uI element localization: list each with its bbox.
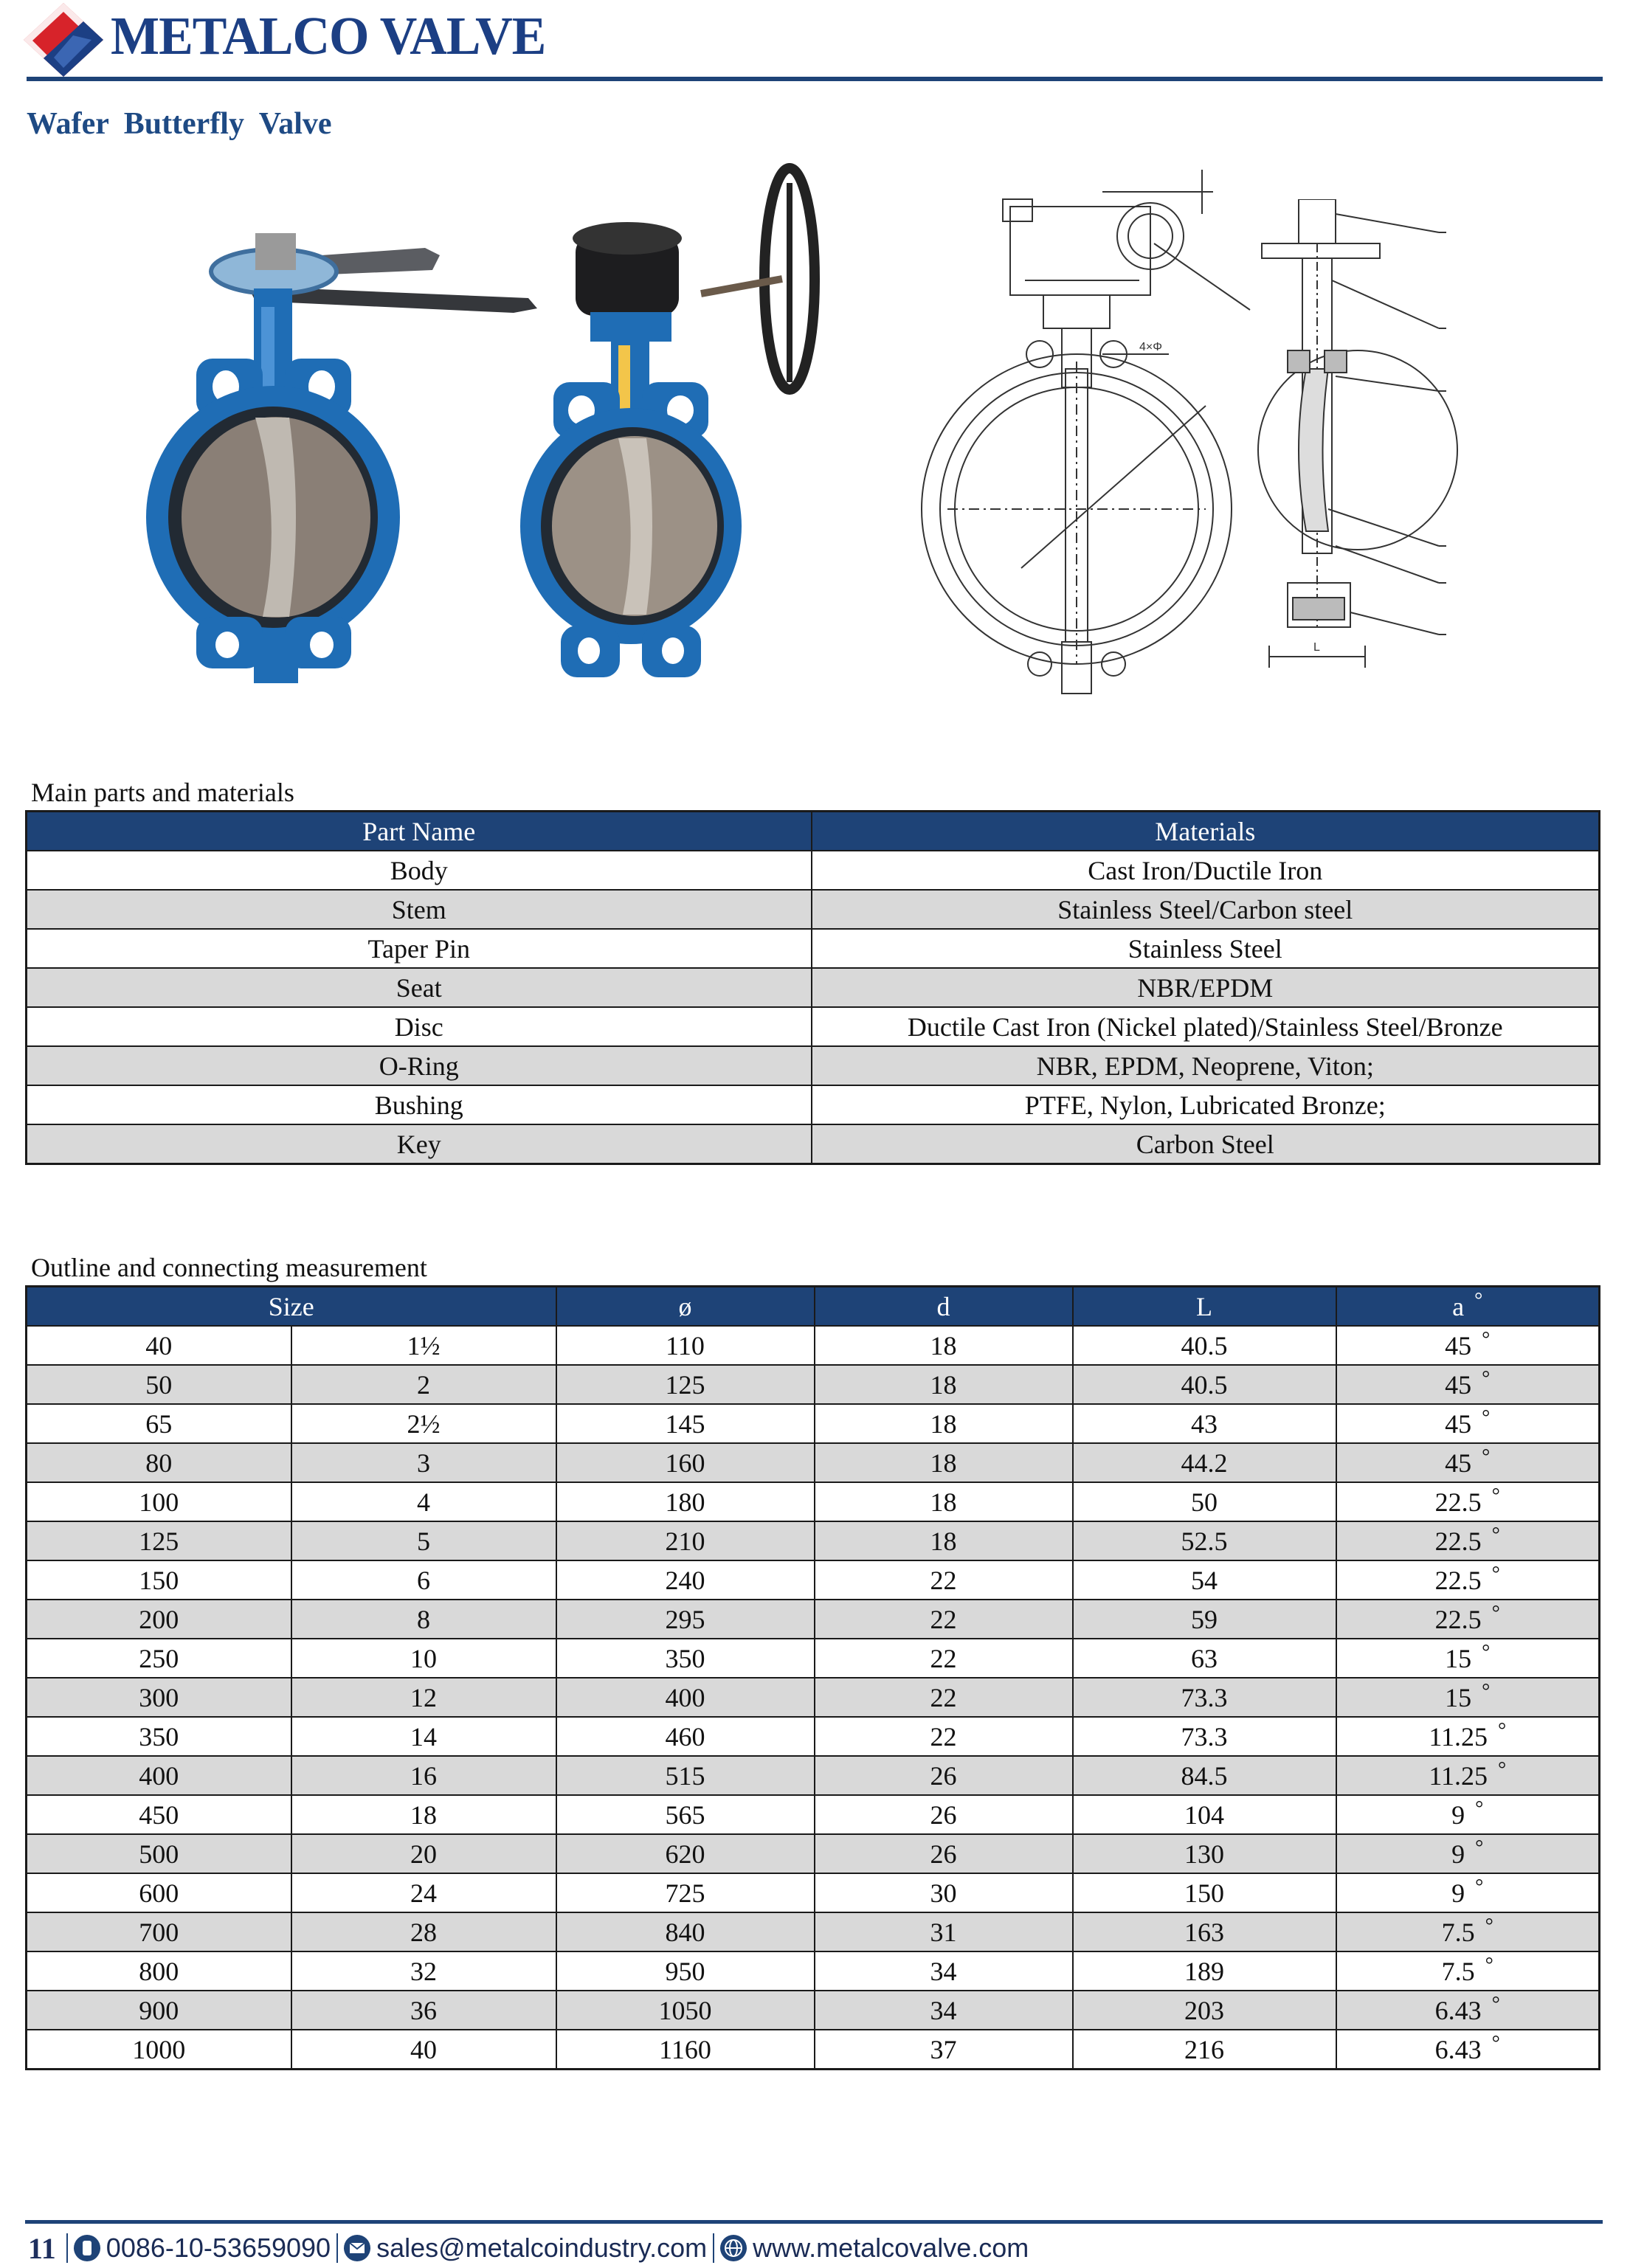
l-cell: 189 [1073,1951,1336,1991]
size-inch-cell: 3 [291,1443,556,1482]
l-cell: 130 [1073,1834,1336,1873]
l-cell: 163 [1073,1912,1336,1951]
l-cell: 104 [1073,1795,1336,1834]
degree-symbol: ° [1485,1953,1493,1977]
parts-materials-table [25,810,1600,1165]
table-row [27,851,1600,890]
footer-website[interactable]: www.metalcovalve.com [753,2233,1029,2263]
d-cell: 18 [815,1404,1073,1443]
angle-value: 7.5 [1441,1917,1475,1947]
size-inch-cell: 8 [291,1600,556,1639]
d-cell: 18 [815,1326,1073,1365]
angle-value: 7.5 [1441,1956,1475,1986]
size-inch-cell: 14 [291,1717,556,1756]
gear-operated-valve-photo [517,161,826,692]
diameter-cell: 240 [556,1560,815,1600]
degree-symbol: ° [1475,1875,1484,1898]
header-angle [1336,1287,1600,1327]
degree-symbol: ° [1482,1679,1491,1703]
diameter-cell: 1050 [556,1991,815,2030]
size-inch-cell: 2½ [291,1404,556,1443]
dimensions-header-row [27,1287,1600,1327]
part-name-cell: Bushing [27,1085,812,1124]
size-inch-cell: 20 [291,1834,556,1873]
table-row [27,1046,1600,1085]
brand-name: METALCO VALVE [111,7,546,66]
table-row [27,2030,1600,2070]
diameter-cell: 515 [556,1756,815,1795]
size-dn-cell: 500 [27,1834,291,1873]
table-row [27,1560,1600,1600]
degree-symbol: ° [1491,2031,1500,2055]
degree-symbol: ° [1482,1406,1491,1429]
table-row [27,1482,1600,1521]
size-dn-cell: 65 [27,1404,291,1443]
l-cell: 40.5 [1073,1326,1336,1365]
part-name-cell: Body [27,851,812,890]
angle-cell [1336,1951,1600,1991]
angle-cell [1336,1521,1600,1560]
diameter-cell: 400 [556,1678,815,1717]
size-inch-cell: 28 [291,1912,556,1951]
d-cell: 30 [815,1873,1073,1912]
angle-value: 45 [1445,1448,1472,1478]
front-drawing-note: 4×Φ [1139,341,1163,353]
header-angle-label: a [1452,1291,1465,1321]
footer [28,2230,1029,2267]
degree-symbol: ° [1485,1914,1493,1937]
diameter-cell: 110 [556,1326,815,1365]
size-dn-cell: 600 [27,1873,291,1912]
header-part-name: Part Name [27,812,812,851]
degree-symbol: ° [1498,1757,1507,1781]
table-row [27,929,1600,968]
degree-symbol: ° [1491,1484,1500,1507]
size-dn-cell: 1000 [27,2030,291,2070]
angle-cell [1336,1678,1600,1717]
angle-cell [1336,1600,1600,1639]
degree-symbol: ° [1491,1992,1500,2016]
size-inch-cell: 18 [291,1795,556,1834]
valve-section-drawing [1247,199,1468,686]
d-cell: 22 [815,1678,1073,1717]
size-dn-cell: 100 [27,1482,291,1521]
angle-value: 22.5 [1434,1565,1482,1595]
parts-table-caption: Main parts and materials [31,778,294,807]
degree-symbol: ° [1482,1640,1491,1664]
l-cell: 52.5 [1073,1521,1336,1560]
size-dn-cell: 800 [27,1951,291,1991]
degree-symbol: ° [1491,1523,1500,1546]
angle-value: 6.43 [1434,1995,1482,2025]
size-inch-cell: 12 [291,1678,556,1717]
size-inch-cell: 4 [291,1482,556,1521]
valve-front-drawing [918,155,1257,701]
l-cell: 216 [1073,2030,1336,2070]
size-dn-cell: 450 [27,1795,291,1834]
size-dn-cell: 700 [27,1912,291,1951]
d-cell: 31 [815,1912,1073,1951]
material-cell: PTFE, Nylon, Lubricated Bronze; [812,1085,1600,1124]
d-cell: 18 [815,1443,1073,1482]
d-cell: 26 [815,1756,1073,1795]
diameter-cell: 725 [556,1873,815,1912]
page-title: Wafer Butterfly Valve [27,107,332,141]
angle-value: 45 [1445,1330,1472,1361]
l-cell: 63 [1073,1639,1336,1678]
footer-separator [713,2233,714,2263]
material-cell: Carbon Steel [812,1124,1600,1164]
header-divider [27,77,1603,81]
diameter-cell: 125 [556,1365,815,1404]
d-cell: 22 [815,1560,1073,1600]
angle-value: 11.25 [1429,1721,1488,1752]
angle-cell [1336,1639,1600,1678]
d-cell: 18 [815,1521,1073,1560]
angle-value: 11.25 [1429,1760,1488,1791]
l-cell: 84.5 [1073,1756,1336,1795]
diameter-cell: 210 [556,1521,815,1560]
email-icon [344,2235,370,2261]
footer-phone[interactable]: 0086-10-53659090 [106,2233,331,2263]
degree-symbol: ° [1482,1366,1491,1390]
dimensions-table-caption: Outline and connecting measurement [31,1253,427,1282]
degree-symbol: ° [1474,1288,1483,1312]
l-cell: 150 [1073,1873,1336,1912]
table-row [27,1834,1600,1873]
size-dn-cell: 200 [27,1600,291,1639]
size-inch-cell: 32 [291,1951,556,1991]
angle-value: 9 [1451,1839,1465,1869]
angle-cell [1336,1717,1600,1756]
size-inch-cell: 16 [291,1756,556,1795]
d-cell: 18 [815,1365,1073,1404]
d-cell: 22 [815,1639,1073,1678]
size-dn-cell: 50 [27,1365,291,1404]
size-inch-cell: 24 [291,1873,556,1912]
table-row [27,1443,1600,1482]
angle-cell [1336,1560,1600,1600]
material-cell: Stainless Steel/Carbon steel [812,890,1600,929]
table-row [27,1404,1600,1443]
angle-cell [1336,1873,1600,1912]
d-cell: 22 [815,1600,1073,1639]
part-name-cell: Disc [27,1007,812,1046]
l-cell: 73.3 [1073,1678,1336,1717]
angle-value: 45 [1445,1408,1472,1439]
table-row [27,1756,1600,1795]
angle-value: 22.5 [1434,1487,1482,1517]
table-row [27,1326,1600,1365]
header-l: L [1073,1287,1336,1327]
degree-symbol: ° [1482,1445,1491,1468]
angle-value: 22.5 [1434,1604,1482,1634]
header-size: Size [27,1287,556,1327]
l-cell: 50 [1073,1482,1336,1521]
diameter-cell: 840 [556,1912,815,1951]
table-row [27,968,1600,1007]
l-cell: 54 [1073,1560,1336,1600]
table-row [27,1085,1600,1124]
l-cell: 44.2 [1073,1443,1336,1482]
table-row [27,1521,1600,1560]
d-cell: 34 [815,1991,1073,2030]
size-dn-cell: 80 [27,1443,291,1482]
d-cell: 37 [815,2030,1073,2070]
table-row [27,1639,1600,1678]
l-cell: 73.3 [1073,1717,1336,1756]
diameter-cell: 350 [556,1639,815,1678]
table-row [27,1951,1600,1991]
diameter-cell: 1160 [556,2030,815,2070]
table-row [27,1912,1600,1951]
size-inch-cell: 36 [291,1991,556,2030]
diameter-cell: 160 [556,1443,815,1482]
diameter-cell: 565 [556,1795,815,1834]
size-inch-cell: 6 [291,1560,556,1600]
size-inch-cell: 10 [291,1639,556,1678]
size-dn-cell: 40 [27,1326,291,1365]
diameter-cell: 460 [556,1717,815,1756]
d-cell: 22 [815,1717,1073,1756]
size-inch-cell: 1½ [291,1326,556,1365]
angle-cell [1336,1795,1600,1834]
size-dn-cell: 125 [27,1521,291,1560]
angle-value: 45 [1445,1369,1472,1400]
size-dn-cell: 400 [27,1756,291,1795]
diameter-cell: 145 [556,1404,815,1443]
degree-symbol: ° [1475,1797,1484,1820]
footer-separator [336,2233,338,2263]
angle-cell [1336,1326,1600,1365]
degree-symbol: ° [1498,1718,1507,1742]
table-row [27,1873,1600,1912]
size-dn-cell: 250 [27,1639,291,1678]
angle-value: 6.43 [1434,2034,1482,2064]
size-dn-cell: 300 [27,1678,291,1717]
material-cell: Ductile Cast Iron (Nickel plated)/Stainless Steel/Bronze [812,1007,1600,1046]
footer-divider [25,2220,1603,2224]
angle-value: 15 [1445,1682,1472,1712]
page-number: 11 [28,2231,56,2265]
degree-symbol: ° [1491,1601,1500,1625]
part-name-cell: Stem [27,890,812,929]
table-row [27,1600,1600,1639]
angle-value: 15 [1445,1643,1472,1673]
dimensions-table [25,1285,1600,2070]
degree-symbol: ° [1482,1327,1491,1351]
phone-icon [74,2235,100,2261]
globe-icon [720,2235,747,2261]
table-row [27,1124,1600,1164]
angle-value: 9 [1451,1878,1465,1908]
material-cell: NBR/EPDM [812,968,1600,1007]
table-row [27,1678,1600,1717]
angle-cell [1336,2030,1600,2070]
table-row [27,1795,1600,1834]
d-cell: 26 [815,1795,1073,1834]
header-diameter: ø [556,1287,815,1327]
header-d: d [815,1287,1073,1327]
angle-cell [1336,1482,1600,1521]
material-cell: Cast Iron/Ductile Iron [812,851,1600,890]
angle-cell [1336,1404,1600,1443]
material-cell: Stainless Steel [812,929,1600,968]
angle-cell [1336,1912,1600,1951]
angle-cell [1336,1443,1600,1482]
size-dn-cell: 350 [27,1717,291,1756]
table-row [27,890,1600,929]
l-cell: 43 [1073,1404,1336,1443]
degree-symbol: ° [1491,1562,1500,1586]
material-cell: NBR, EPDM, Neoprene, Viton; [812,1046,1600,1085]
diameter-cell: 180 [556,1482,815,1521]
diameter-cell: 620 [556,1834,815,1873]
angle-cell [1336,1991,1600,2030]
l-cell: 203 [1073,1991,1336,2030]
table-row [27,1007,1600,1046]
table-row [27,1717,1600,1756]
table-row [27,1991,1600,2030]
angle-value: 22.5 [1434,1526,1482,1556]
diameter-cell: 295 [556,1600,815,1639]
d-cell: 34 [815,1951,1073,1991]
part-name-cell: Seat [27,968,812,1007]
part-name-cell: Taper Pin [27,929,812,968]
angle-cell [1336,1756,1600,1795]
part-name-cell: O-Ring [27,1046,812,1085]
angle-cell [1336,1834,1600,1873]
angle-cell [1336,1365,1600,1404]
parts-header-row [27,812,1600,851]
footer-separator [66,2233,68,2263]
l-cell: 40.5 [1073,1365,1336,1404]
lever-operated-valve-photo [145,218,558,691]
angle-value: 9 [1451,1799,1465,1830]
footer-email[interactable]: sales@metalcoindustry.com [376,2233,708,2263]
brand-logo [21,1,108,78]
size-inch-cell: 5 [291,1521,556,1560]
size-dn-cell: 150 [27,1560,291,1600]
table-row [27,1365,1600,1404]
degree-symbol: ° [1475,1836,1484,1859]
header-materials: Materials [812,812,1600,851]
d-cell: 26 [815,1834,1073,1873]
d-cell: 18 [815,1482,1073,1521]
diameter-cell: 950 [556,1951,815,1991]
size-inch-cell: 2 [291,1365,556,1404]
section-drawing-dim: L [1313,641,1320,654]
size-inch-cell: 40 [291,2030,556,2070]
l-cell: 59 [1073,1600,1336,1639]
size-dn-cell: 900 [27,1991,291,2030]
part-name-cell: Key [27,1124,812,1164]
